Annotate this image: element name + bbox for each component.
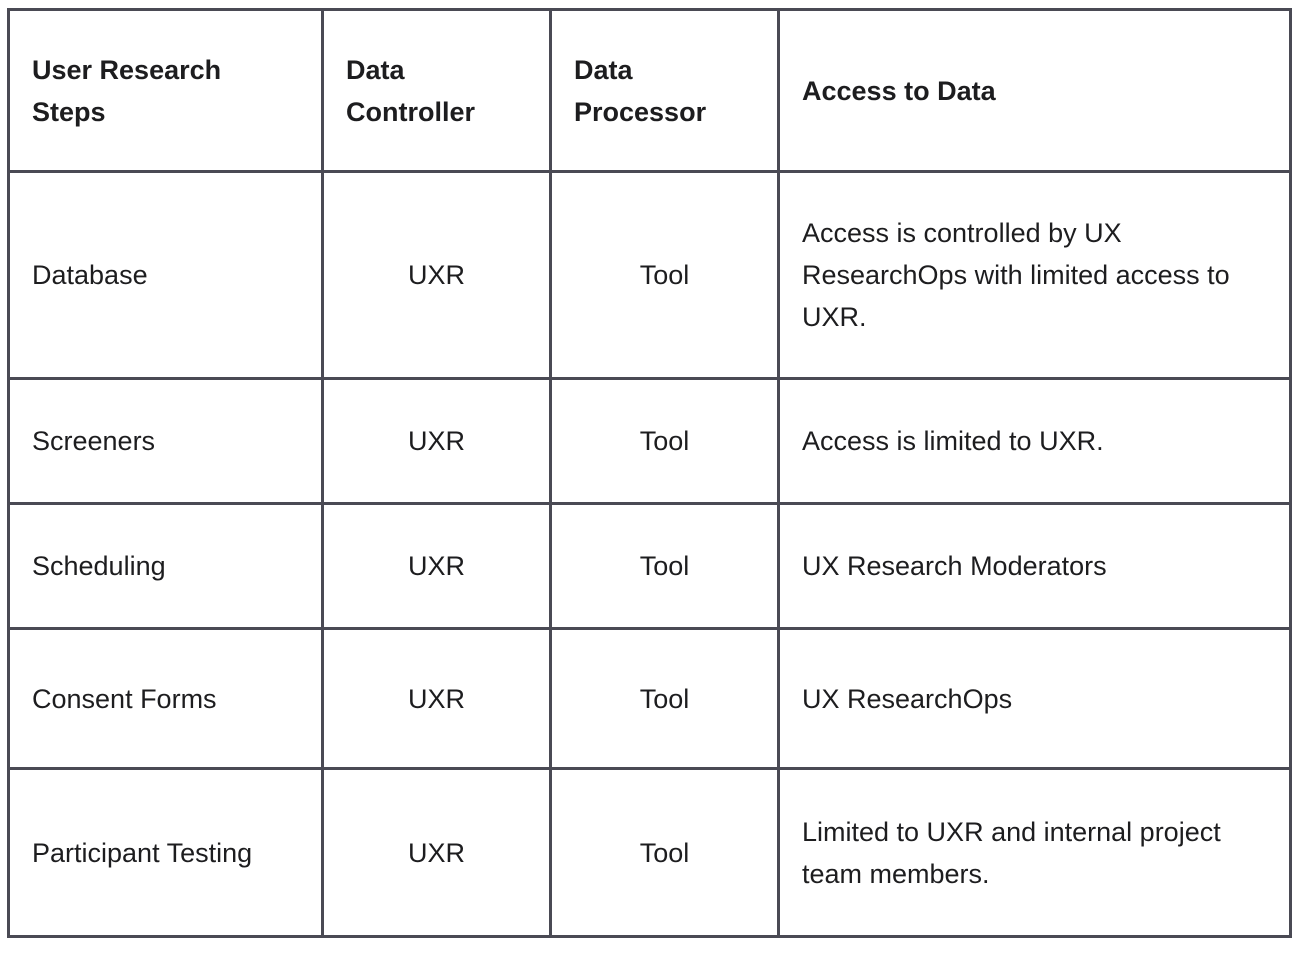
step-cell: Screeners [9,379,323,504]
table-row [9,379,1291,504]
table-row [9,629,1291,769]
data-access-table [7,8,1292,938]
table-row [9,172,1291,379]
table-header-row [9,10,1291,172]
access-cell: Access is controlled by UX ResearchOps with limited access to UXR. [779,172,1291,379]
controller-cell: UXR [323,379,551,504]
table-container [7,8,1292,938]
header-data-processor: Data Processor [551,10,779,172]
header-data-controller: Data Controller [323,10,551,172]
table-row [9,504,1291,629]
controller-cell: UXR [323,629,551,769]
processor-cell: Tool [551,172,779,379]
controller-cell: UXR [323,504,551,629]
header-user-research-steps: User Research Steps [9,10,323,172]
access-cell: UX ResearchOps [779,629,1291,769]
processor-cell: Tool [551,769,779,937]
processor-cell: Tool [551,629,779,769]
step-cell: Database [9,172,323,379]
step-cell: Consent Forms [9,629,323,769]
header-access-to-data: Access to Data [779,10,1291,172]
access-cell: UX Research Moderators [779,504,1291,629]
access-cell: Access is limited to UXR. [779,379,1291,504]
processor-cell: Tool [551,379,779,504]
controller-cell: UXR [323,769,551,937]
access-cell: Limited to UXR and internal project team members. [779,769,1291,937]
controller-cell: UXR [323,172,551,379]
processor-cell: Tool [551,504,779,629]
table-row [9,769,1291,937]
step-cell: Participant Testing [9,769,323,937]
step-cell: Scheduling [9,504,323,629]
